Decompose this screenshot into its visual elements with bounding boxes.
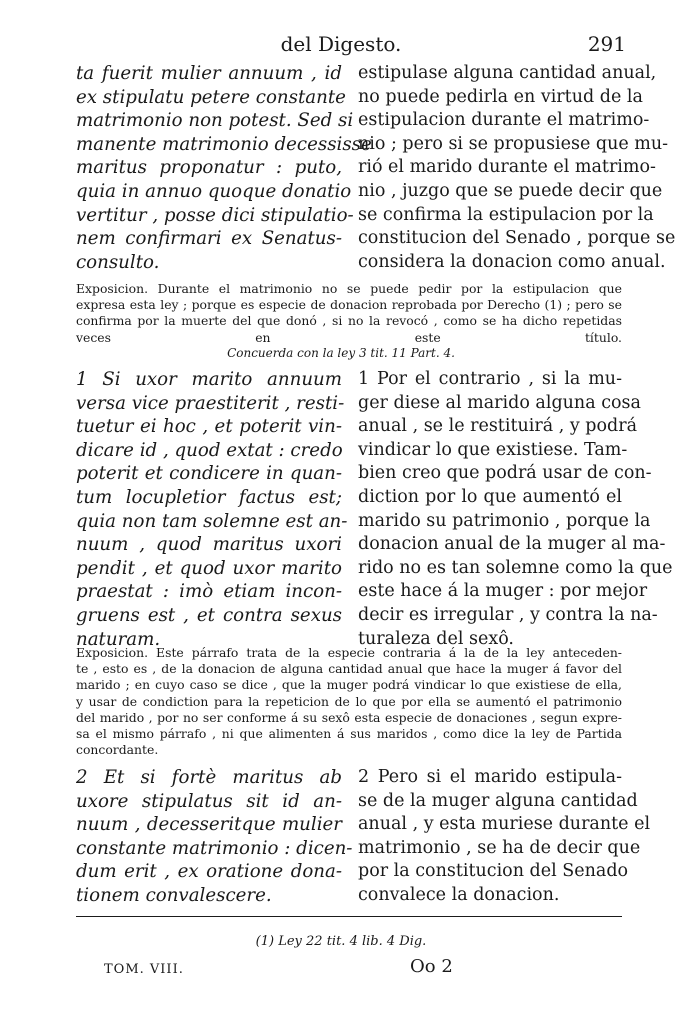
spanish-line: donacion anual de la muger al ma-	[358, 534, 666, 555]
spanish-line: estipulacion durante el matrimo-	[358, 110, 650, 131]
volume-label: TOM. VIII.	[104, 962, 184, 977]
note-line: y usar de condiction para la repeticion de lo que por ella se aumentó el patrimonio	[76, 693, 622, 709]
latin-line: quia non tam solemne est an-	[76, 510, 348, 532]
spanish-line: por la constitucion del Senado	[358, 861, 629, 882]
spanish-line: 2 Pero si el marido estipula-	[358, 767, 622, 787]
latin-line: nuum , quod maritus uxori	[76, 534, 342, 556]
spanish-line: considera la donacion como anual.	[358, 251, 666, 272]
latin-line: quia in annuo quoque donatio	[76, 180, 352, 202]
note-line: Exposicion. Este párrafo trata de la especie contraria á la de la ley anteceden-	[76, 645, 622, 660]
latin-line: consulto.	[76, 251, 160, 273]
latin-line: nem confirmari ex Senatus-	[76, 228, 342, 250]
spanish-line: este hace á la muger : por mejor	[358, 581, 648, 602]
latin-line: 2 Et si fortè maritus ab	[76, 767, 342, 788]
spanish-line: rido no es tan solemne como la que	[358, 557, 673, 578]
spanish-column-0	[358, 62, 676, 274]
note-line: expresa esta ley ; porque es especie de donacion reprobada por Derecho (1) ; pero se	[76, 297, 622, 313]
spanish-line: nio , juzgo que se puede decir que	[358, 180, 663, 201]
latin-line: pendit , et quod uxor marito	[76, 557, 342, 579]
latin-line: manente matrimonio decessisse	[76, 133, 372, 155]
spanish-line: anual , y esta muriese durante el	[358, 814, 651, 835]
spanish-line: anual , se le restituirá , y podrá	[358, 416, 638, 437]
page-number: 291	[587, 32, 626, 56]
latin-line: naturam.	[76, 628, 161, 650]
latin-line: matrimonio non potest. Sed si	[76, 110, 354, 132]
signature-mark: Oo 2	[410, 956, 453, 977]
spanish-line: marido su patrimonio , porque la	[358, 510, 651, 531]
spanish-line: matrimonio , se ha de decir que	[358, 837, 641, 858]
latin-line: tionem convalescere.	[76, 884, 272, 906]
latin-line: vertitur , posse dici stipulatio-	[76, 204, 354, 226]
latin-line: tum locupletior factus est;	[76, 486, 342, 508]
spanish-line: decir es irregular , y contra la na-	[358, 604, 658, 625]
latin-line: dum erit , ex oratione dona-	[76, 861, 342, 883]
spanish-line: bien creo que podrá usar de con-	[358, 463, 652, 484]
spanish-column-1	[358, 368, 673, 651]
note-line: te , esto es , de la donacion de alguna cantidad anual que hace la muger á favor del	[76, 661, 622, 677]
note-line: veces en este título.	[76, 329, 622, 345]
spanish-line: se de la muger alguna cantidad	[358, 790, 638, 811]
spanish-line: vindicar lo que existiese. Tam-	[358, 439, 628, 460]
latin-line: constante matrimonio : dicen-	[76, 837, 353, 859]
latin-line: uxore stipulatus sit id an-	[76, 790, 342, 812]
spanish-line: turaleza del sexô.	[358, 628, 514, 649]
latin-line: praestat : imò etiam incon-	[76, 581, 342, 603]
latin-line: gruens est , et contra sexus	[76, 604, 342, 626]
latin-column-1	[76, 368, 348, 651]
note-line: concordante.	[76, 742, 159, 758]
concordance-note: Concuerda con la ley 3 tit. 11 Part. 4.	[227, 346, 455, 360]
footnote-rule	[76, 916, 622, 917]
running-head: del Digesto.	[280, 32, 402, 56]
spanish-line: diction por lo que aumentó el	[358, 486, 622, 507]
exposicion-1	[76, 281, 622, 346]
latin-line: poterit et condicere in quan-	[76, 463, 342, 485]
spanish-line: nio ; pero si se propusiese que mu-	[358, 133, 669, 154]
note-line: sa el mismo párrafo , ni que alimenten á sus maridos , como dice la ley de Partida	[76, 726, 622, 742]
note-line: confirma por la muerte del que donó , si no la revocó , como se ha dicho repetidas	[76, 313, 622, 329]
spanish-line: ger diese al marido alguna cosa	[358, 392, 641, 413]
note-line: marido ; en cuyo caso se dice , que la muger podrá vindicar lo que existiese de ella,	[76, 677, 622, 693]
spanish-line: convalece la donacion.	[358, 884, 560, 905]
spanish-line: se confirma la estipulacion por la	[358, 204, 654, 225]
latin-line: maritus proponatur : puto,	[76, 157, 342, 179]
latin-line: 1 Si uxor marito annuum	[76, 369, 342, 390]
latin-line: ta fuerit mulier annuum , id	[76, 63, 342, 84]
latin-column-2	[76, 766, 353, 908]
spanish-column-2	[358, 766, 651, 908]
note-line: Exposicion. Durante el matrimonio no se puede pedir por la estipulacion que	[76, 281, 622, 296]
note-line: del marido , por no ser conforme á su sexô esta especie de donaciones , segun expre-	[76, 709, 622, 725]
latin-line: nuum , decesseritque mulier	[76, 814, 342, 836]
latin-line: ex stipulatu petere constante	[76, 86, 346, 108]
spanish-line: 1 Por el contrario , si la mu-	[358, 369, 622, 389]
spanish-line: estipulase alguna cantidad anual,	[358, 63, 657, 83]
latin-column-0	[76, 62, 372, 274]
latin-line: tuetur ei hoc , et poterit vin-	[76, 416, 342, 438]
footnote: (1) Ley 22 tit. 4 lib. 4 Dig.	[255, 934, 427, 949]
spanish-line: rió el marido durante el matrimo-	[358, 157, 656, 178]
exposicion-2	[76, 645, 622, 758]
spanish-line: no puede pedirla en virtud de la	[358, 86, 643, 107]
latin-line: versa vice praestiterit , resti-	[76, 392, 345, 414]
spanish-line: constitucion del Senado , porque se	[358, 228, 676, 249]
latin-line: dicare id , quod extat : credo	[76, 439, 343, 461]
